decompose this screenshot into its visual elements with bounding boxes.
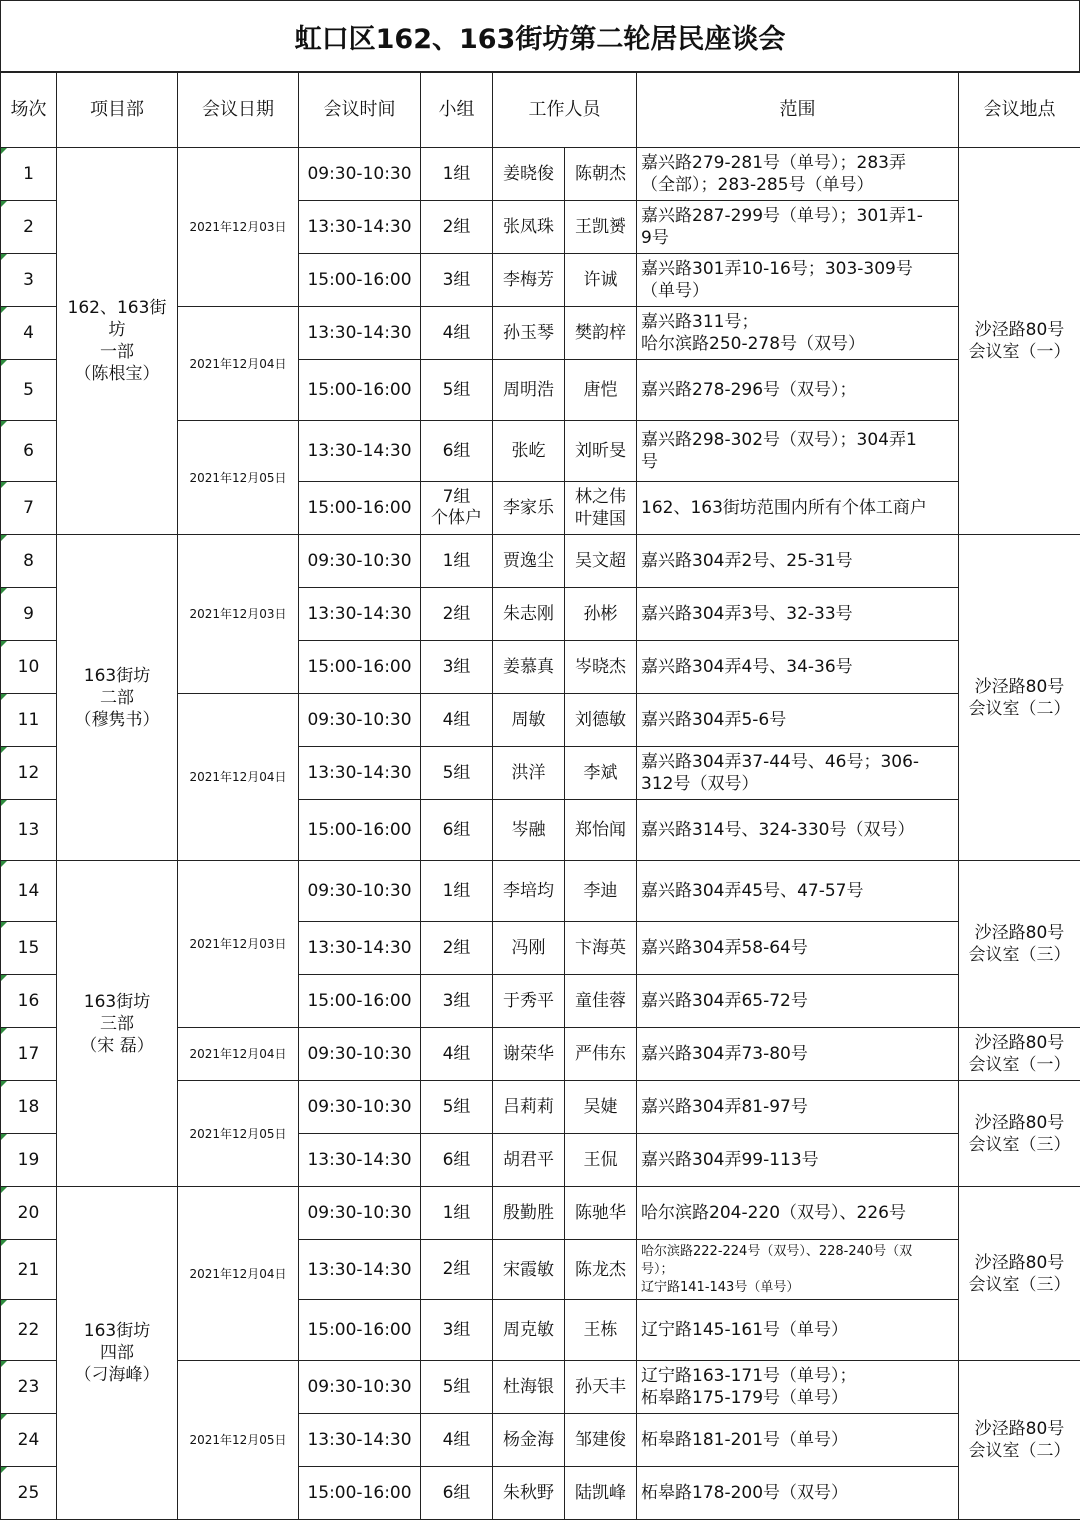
meeting-time-cell: 09:30-10:30 [299,148,421,201]
header-row [1,73,1080,148]
group-cell: 3组 [421,975,493,1028]
session-number-cell: 4 [1,307,57,360]
meeting-date-cell: 2021年12月05日 [178,1081,299,1187]
session-number-cell: 12 [1,747,57,800]
range-cell: 嘉兴路304弄73-80号 [637,1028,959,1081]
table-row [1,535,1080,588]
group-cell: 1组 [421,861,493,922]
staff-cell: 姜晓俊 [493,148,565,201]
group-cell: 4组 [421,1414,493,1467]
group-cell: 7组 个体户 [421,482,493,535]
header-session: 场次 [1,73,57,148]
group-cell: 5组 [421,747,493,800]
range-cell: 嘉兴路304弄81-97号 [637,1081,959,1134]
session-number-cell: 6 [1,421,57,482]
session-number-cell: 23 [1,1361,57,1414]
staff-cell: 王栋 [565,1300,637,1361]
session-number-cell: 22 [1,1300,57,1361]
staff-cell: 朱志刚 [493,588,565,641]
session-number-cell: 18 [1,1081,57,1134]
meeting-time-cell: 09:30-10:30 [299,694,421,747]
range-cell: 嘉兴路278-296号（双号）； [637,360,959,421]
group-cell: 5组 [421,1361,493,1414]
staff-cell: 陈朝杰 [565,148,637,201]
group-cell: 6组 [421,800,493,861]
group-cell: 1组 [421,1187,493,1240]
range-cell: 嘉兴路311号； 哈尔滨路250-278号（双号） [637,307,959,360]
range-cell: 嘉兴路304弄45号、47-57号 [637,861,959,922]
staff-cell: 刘德敏 [565,694,637,747]
meeting-time-cell: 13:30-14:30 [299,201,421,254]
location-cell: 沙泾路80号 会议室（一） [959,1028,1080,1081]
range-cell: 辽宁路163-171号（单号）； 柘皋路175-179号（单号） [637,1361,959,1414]
staff-cell: 杜海银 [493,1361,565,1414]
staff-cell: 孙天丰 [565,1361,637,1414]
meeting-date-cell: 2021年12月05日 [178,1361,299,1520]
session-number-cell: 7 [1,482,57,535]
range-cell: 嘉兴路301弄10-16号；303-309号 （单号） [637,254,959,307]
range-cell: 柘皋路178-200号（双号） [637,1467,959,1520]
meeting-date-cell: 2021年12月03日 [178,861,299,1028]
meeting-time-cell: 15:00-16:00 [299,1467,421,1520]
session-number-cell: 16 [1,975,57,1028]
staff-cell: 贾逸尘 [493,535,565,588]
department-cell: 163街坊 四部 （刁海峰） [57,1187,178,1520]
staff-cell: 卞海英 [565,922,637,975]
staff-cell: 胡君平 [493,1134,565,1187]
meeting-time-cell: 09:30-10:30 [299,1361,421,1414]
staff-cell: 童佳蓉 [565,975,637,1028]
table-row [1,148,1080,201]
range-cell: 柘皋路181-201号（单号） [637,1414,959,1467]
staff-cell: 岑融 [493,800,565,861]
group-cell: 2组 [421,588,493,641]
meeting-time-cell: 15:00-16:00 [299,482,421,535]
header-staff: 工作人员 [493,73,637,148]
group-cell: 3组 [421,1300,493,1361]
staff-cell: 王侃 [565,1134,637,1187]
staff-cell: 张屹 [493,421,565,482]
staff-cell: 郑怡闻 [565,800,637,861]
meeting-time-cell: 15:00-16:00 [299,254,421,307]
staff-cell: 冯刚 [493,922,565,975]
meeting-time-cell: 09:30-10:30 [299,535,421,588]
staff-cell: 洪洋 [493,747,565,800]
range-cell: 嘉兴路304弄2号、25-31号 [637,535,959,588]
staff-cell: 邹建俊 [565,1414,637,1467]
staff-cell: 宋霞敏 [493,1240,565,1300]
group-cell: 4组 [421,1028,493,1081]
session-number-cell: 24 [1,1414,57,1467]
group-cell: 1组 [421,148,493,201]
staff-cell: 樊韵梓 [565,307,637,360]
staff-cell: 陆凯峰 [565,1467,637,1520]
group-cell: 1组 [421,535,493,588]
range-cell: 嘉兴路304弄65-72号 [637,975,959,1028]
staff-cell: 殷勤胜 [493,1187,565,1240]
staff-cell: 孙彬 [565,588,637,641]
session-number-cell: 1 [1,148,57,201]
staff-cell: 林之伟 叶建国 [565,482,637,535]
staff-cell: 陈驰华 [565,1187,637,1240]
group-cell: 4组 [421,694,493,747]
staff-cell: 刘昕旻 [565,421,637,482]
page-title: 虹口区162、163街坊第二轮居民座谈会 [0,0,1080,72]
range-cell: 嘉兴路287-299号（单号）；301弄1- 9号 [637,201,959,254]
meeting-date-cell: 2021年12月03日 [178,148,299,307]
range-cell: 嘉兴路279-281号（单号）；283弄 （全部）；283-285号（单号） [637,148,959,201]
session-number-cell: 25 [1,1467,57,1520]
staff-cell: 岑晓杰 [565,641,637,694]
department-cell: 163街坊 三部 （宋 磊） [57,861,178,1187]
staff-cell: 于秀平 [493,975,565,1028]
session-number-cell: 9 [1,588,57,641]
header-location: 会议地点 [959,73,1080,148]
staff-cell: 李梅芳 [493,254,565,307]
range-cell: 嘉兴路304弄5-6号 [637,694,959,747]
staff-cell: 严伟东 [565,1028,637,1081]
group-cell: 5组 [421,360,493,421]
meeting-time-cell: 13:30-14:30 [299,421,421,482]
range-cell: 嘉兴路304弄4号、34-36号 [637,641,959,694]
group-cell: 2组 [421,201,493,254]
header-group: 小组 [421,73,493,148]
range-cell: 哈尔滨路204-220（双号）、226号 [637,1187,959,1240]
range-cell: 嘉兴路304弄99-113号 [637,1134,959,1187]
table-row [1,861,1080,922]
staff-cell: 周敏 [493,694,565,747]
staff-cell: 李斌 [565,747,637,800]
schedule-table [0,72,1080,1520]
meeting-time-cell: 15:00-16:00 [299,800,421,861]
location-cell: 沙泾路80号 会议室（一） [959,148,1080,535]
session-number-cell: 21 [1,1240,57,1300]
meeting-time-cell: 13:30-14:30 [299,1240,421,1300]
range-cell: 嘉兴路304弄37-44号、46号；306- 312号（双号） [637,747,959,800]
staff-cell: 李迪 [565,861,637,922]
session-number-cell: 8 [1,535,57,588]
staff-cell: 张凤珠 [493,201,565,254]
staff-cell: 李家乐 [493,482,565,535]
meeting-date-cell: 2021年12月04日 [178,694,299,861]
staff-cell: 周明浩 [493,360,565,421]
meeting-time-cell: 13:30-14:30 [299,307,421,360]
meeting-time-cell: 09:30-10:30 [299,1028,421,1081]
location-cell: 沙泾路80号 会议室（二） [959,535,1080,861]
range-cell: 嘉兴路304弄58-64号 [637,922,959,975]
header-time: 会议时间 [299,73,421,148]
header-date: 会议日期 [178,73,299,148]
group-cell: 4组 [421,307,493,360]
staff-cell: 陈龙杰 [565,1240,637,1300]
session-number-cell: 17 [1,1028,57,1081]
meeting-time-cell: 09:30-10:30 [299,1081,421,1134]
location-cell: 沙泾路80号 会议室（三） [959,1187,1080,1361]
session-number-cell: 2 [1,201,57,254]
group-cell: 6组 [421,421,493,482]
session-number-cell: 5 [1,360,57,421]
staff-cell: 吴婕 [565,1081,637,1134]
session-number-cell: 15 [1,922,57,975]
range-cell: 嘉兴路314号、324-330号（双号） [637,800,959,861]
range-cell: 嘉兴路304弄3号、32-33号 [637,588,959,641]
group-cell: 2组 [421,1240,493,1300]
range-cell: 162、163街坊范围内所有个体工商户 [637,482,959,535]
staff-cell: 唐恺 [565,360,637,421]
meeting-date-cell: 2021年12月03日 [178,535,299,694]
location-cell: 沙泾路80号 会议室（三） [959,861,1080,1028]
staff-cell: 朱秋野 [493,1467,565,1520]
staff-cell: 孙玉琴 [493,307,565,360]
meeting-time-cell: 13:30-14:30 [299,1134,421,1187]
meeting-date-cell: 2021年12月04日 [178,1028,299,1081]
table-row [1,1187,1080,1240]
header-department: 项目部 [57,73,178,148]
session-number-cell: 3 [1,254,57,307]
staff-cell: 周克敏 [493,1300,565,1361]
department-cell: 162、163街 坊 一部 （陈根宝） [57,148,178,535]
group-cell: 6组 [421,1467,493,1520]
group-cell: 3组 [421,641,493,694]
session-number-cell: 13 [1,800,57,861]
location-cell: 沙泾路80号 会议室（二） [959,1361,1080,1520]
meeting-time-cell: 09:30-10:30 [299,1187,421,1240]
staff-cell: 许诚 [565,254,637,307]
group-cell: 6组 [421,1134,493,1187]
staff-cell: 吕莉莉 [493,1081,565,1134]
meeting-time-cell: 13:30-14:30 [299,588,421,641]
session-number-cell: 11 [1,694,57,747]
meeting-time-cell: 13:30-14:30 [299,1414,421,1467]
session-number-cell: 19 [1,1134,57,1187]
meeting-time-cell: 13:30-14:30 [299,922,421,975]
range-cell: 哈尔滨路222-224号（双号）、228-240号（双 号）； 辽宁路141-143号（单号） [637,1240,959,1300]
staff-cell: 谢荣华 [493,1028,565,1081]
session-number-cell: 20 [1,1187,57,1240]
meeting-time-cell: 13:30-14:30 [299,747,421,800]
meeting-date-cell: 2021年12月04日 [178,1187,299,1361]
staff-cell: 李培均 [493,861,565,922]
meeting-time-cell: 15:00-16:00 [299,975,421,1028]
meeting-time-cell: 15:00-16:00 [299,360,421,421]
session-number-cell: 10 [1,641,57,694]
group-cell: 3组 [421,254,493,307]
staff-cell: 王凯赟 [565,201,637,254]
staff-cell: 姜慕真 [493,641,565,694]
meeting-date-cell: 2021年12月05日 [178,421,299,535]
staff-cell: 吴文超 [565,535,637,588]
group-cell: 2组 [421,922,493,975]
group-cell: 5组 [421,1081,493,1134]
range-cell: 辽宁路145-161号（单号） [637,1300,959,1361]
department-cell: 163街坊 二部 （穆隽书） [57,535,178,861]
header-range: 范围 [637,73,959,148]
meeting-time-cell: 09:30-10:30 [299,861,421,922]
meeting-time-cell: 15:00-16:00 [299,1300,421,1361]
meeting-time-cell: 15:00-16:00 [299,641,421,694]
location-cell: 沙泾路80号 会议室（三） [959,1081,1080,1187]
meeting-date-cell: 2021年12月04日 [178,307,299,421]
session-number-cell: 14 [1,861,57,922]
staff-cell: 杨金海 [493,1414,565,1467]
range-cell: 嘉兴路298-302号（双号）；304弄1 号 [637,421,959,482]
